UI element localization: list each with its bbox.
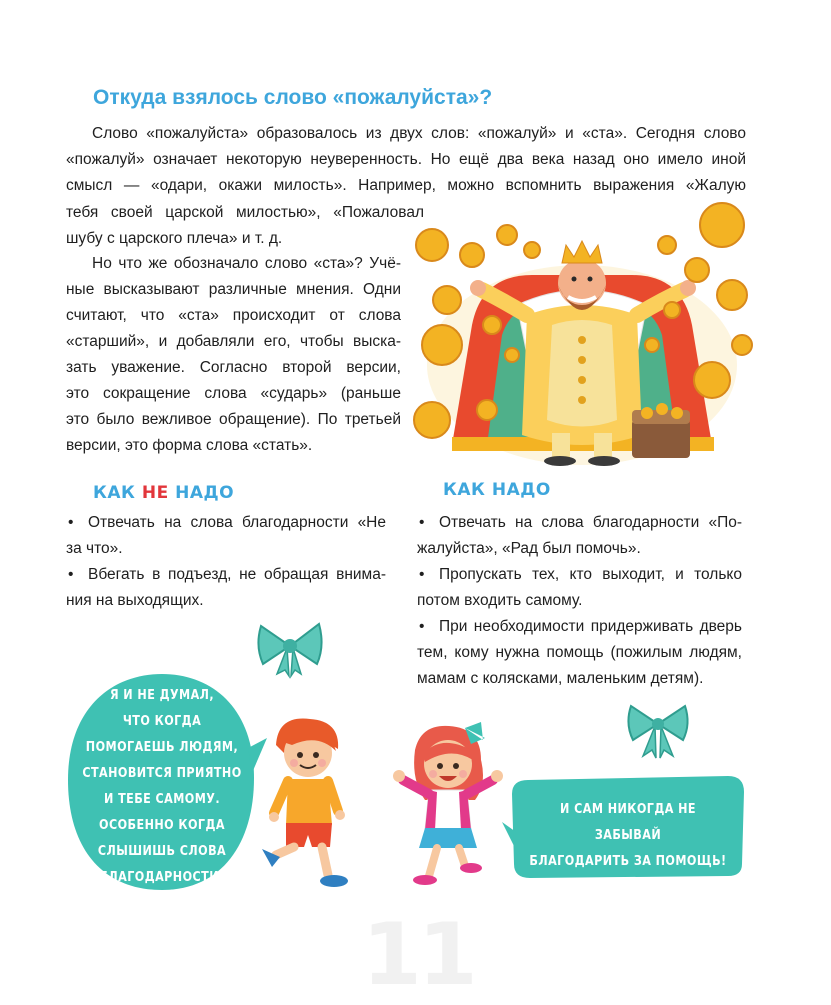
text-line: считают, что «ста» происходит от слова bbox=[66, 307, 401, 324]
page-number: 11 bbox=[362, 905, 474, 1005]
do-heading: КАК НАДО bbox=[443, 480, 551, 500]
text-line: это было вежливое обращение). По третьей bbox=[66, 411, 401, 428]
list-item-line: • При необходимости придерживать дверь bbox=[439, 618, 742, 635]
text-line: тебя своей царской милостью», «Пожаловал bbox=[66, 204, 424, 221]
dont-list bbox=[66, 510, 386, 614]
text-line: Но что же обозначало слово «ста»? Учё- bbox=[92, 255, 401, 272]
heading-negation: НЕ bbox=[141, 483, 169, 503]
text-line: «пожалуй» означает некоторую неуверенность. Но ещё два века назад оно имело иной bbox=[66, 151, 746, 168]
list-item-line: тем, кому нужна помощь (пожилым людям, bbox=[417, 644, 742, 661]
bubble-line: ПОМОГАЕШЬ ЛЮДЯМ, bbox=[85, 740, 239, 755]
list-item bbox=[66, 510, 386, 562]
list-item bbox=[417, 614, 742, 692]
paragraph-sta-meaning bbox=[66, 251, 401, 459]
speech-bubble-right-text bbox=[525, 797, 731, 875]
paragraph-origin bbox=[66, 121, 746, 199]
treasure-chest bbox=[632, 403, 690, 458]
text-line: зать уважение. Согласно второй версии, bbox=[66, 359, 401, 376]
heading-word: НАДО bbox=[175, 483, 235, 503]
text-line: смысл — «одари, окажи милость». Например, можно вспомнить выражения «Жалую bbox=[66, 177, 746, 194]
list-item-line: • Отвечать на слова благодарности «Не bbox=[88, 514, 386, 531]
paragraph-origin-continued bbox=[66, 200, 424, 252]
list-item-line: • Отвечать на слова благодарности «По- bbox=[439, 514, 742, 531]
list-item-line: • Пропускать тех, кто выходит, и только bbox=[439, 566, 742, 583]
text-line: ные высказывают различные мнения. Одни bbox=[66, 281, 401, 298]
heading-word: КАК bbox=[93, 483, 136, 503]
girl-illustration bbox=[385, 720, 510, 890]
list-item-line: ния на выходящих. bbox=[66, 592, 204, 609]
list-item-line: • Вбегать в подъезд, не обращая внима- bbox=[88, 566, 386, 583]
text-line: шубу с царского плеча» и т. д. bbox=[66, 230, 283, 247]
king-with-coins-illustration bbox=[412, 205, 757, 465]
speech-bubble-left-text bbox=[76, 683, 248, 891]
list-item-line: жалуйста», «Рад был помочь». bbox=[417, 540, 641, 557]
page-title: Откуда взялось слово «пожалуйста»? bbox=[93, 86, 493, 109]
bow-right-icon bbox=[625, 700, 691, 760]
bubble-line: ОСОБЕННО КОГДА bbox=[99, 818, 225, 833]
do-list bbox=[417, 510, 742, 692]
text-line: версии, это форма слова «стать». bbox=[66, 437, 313, 454]
list-item-line: за что». bbox=[66, 540, 123, 557]
text-line: это сокращение слова «сударь» (раньше bbox=[66, 385, 401, 402]
boy-illustration bbox=[258, 715, 358, 895]
list-item bbox=[66, 562, 386, 614]
list-item-line: мамам с колясками, маленьким детям). bbox=[417, 670, 704, 687]
bubble-line: И САМ НИКОГДА НЕ ЗАБЫВАЙ bbox=[560, 802, 696, 843]
bubble-line: БЛАГОДАРИТЬ ЗА ПОМОЩЬ! bbox=[529, 854, 727, 869]
dont-heading bbox=[93, 483, 234, 503]
list-item bbox=[417, 510, 742, 562]
bubble-line: СЛЫШИШЬ СЛОВА bbox=[97, 844, 227, 859]
bubble-line: ЧТО КОГДА bbox=[122, 714, 202, 729]
list-item bbox=[417, 562, 742, 614]
bubble-line: И ТЕБЕ САМОМУ. bbox=[103, 792, 221, 807]
bubble-line: БЛАГОДАРНОСТИ! bbox=[99, 870, 225, 885]
bubble-line: СТАНОВИТСЯ ПРИЯТНО bbox=[82, 766, 242, 781]
text-line: «старший», и добавляли его, чтобы выска- bbox=[66, 333, 401, 350]
list-item-line: потом входить самому. bbox=[417, 592, 583, 609]
text-line: Слово «пожалуйста» образовалось из двух слов: «пожалуй» и «ста». Сегодня слово bbox=[92, 125, 746, 142]
bubble-line: Я И НЕ ДУМАЛ, bbox=[109, 688, 215, 703]
